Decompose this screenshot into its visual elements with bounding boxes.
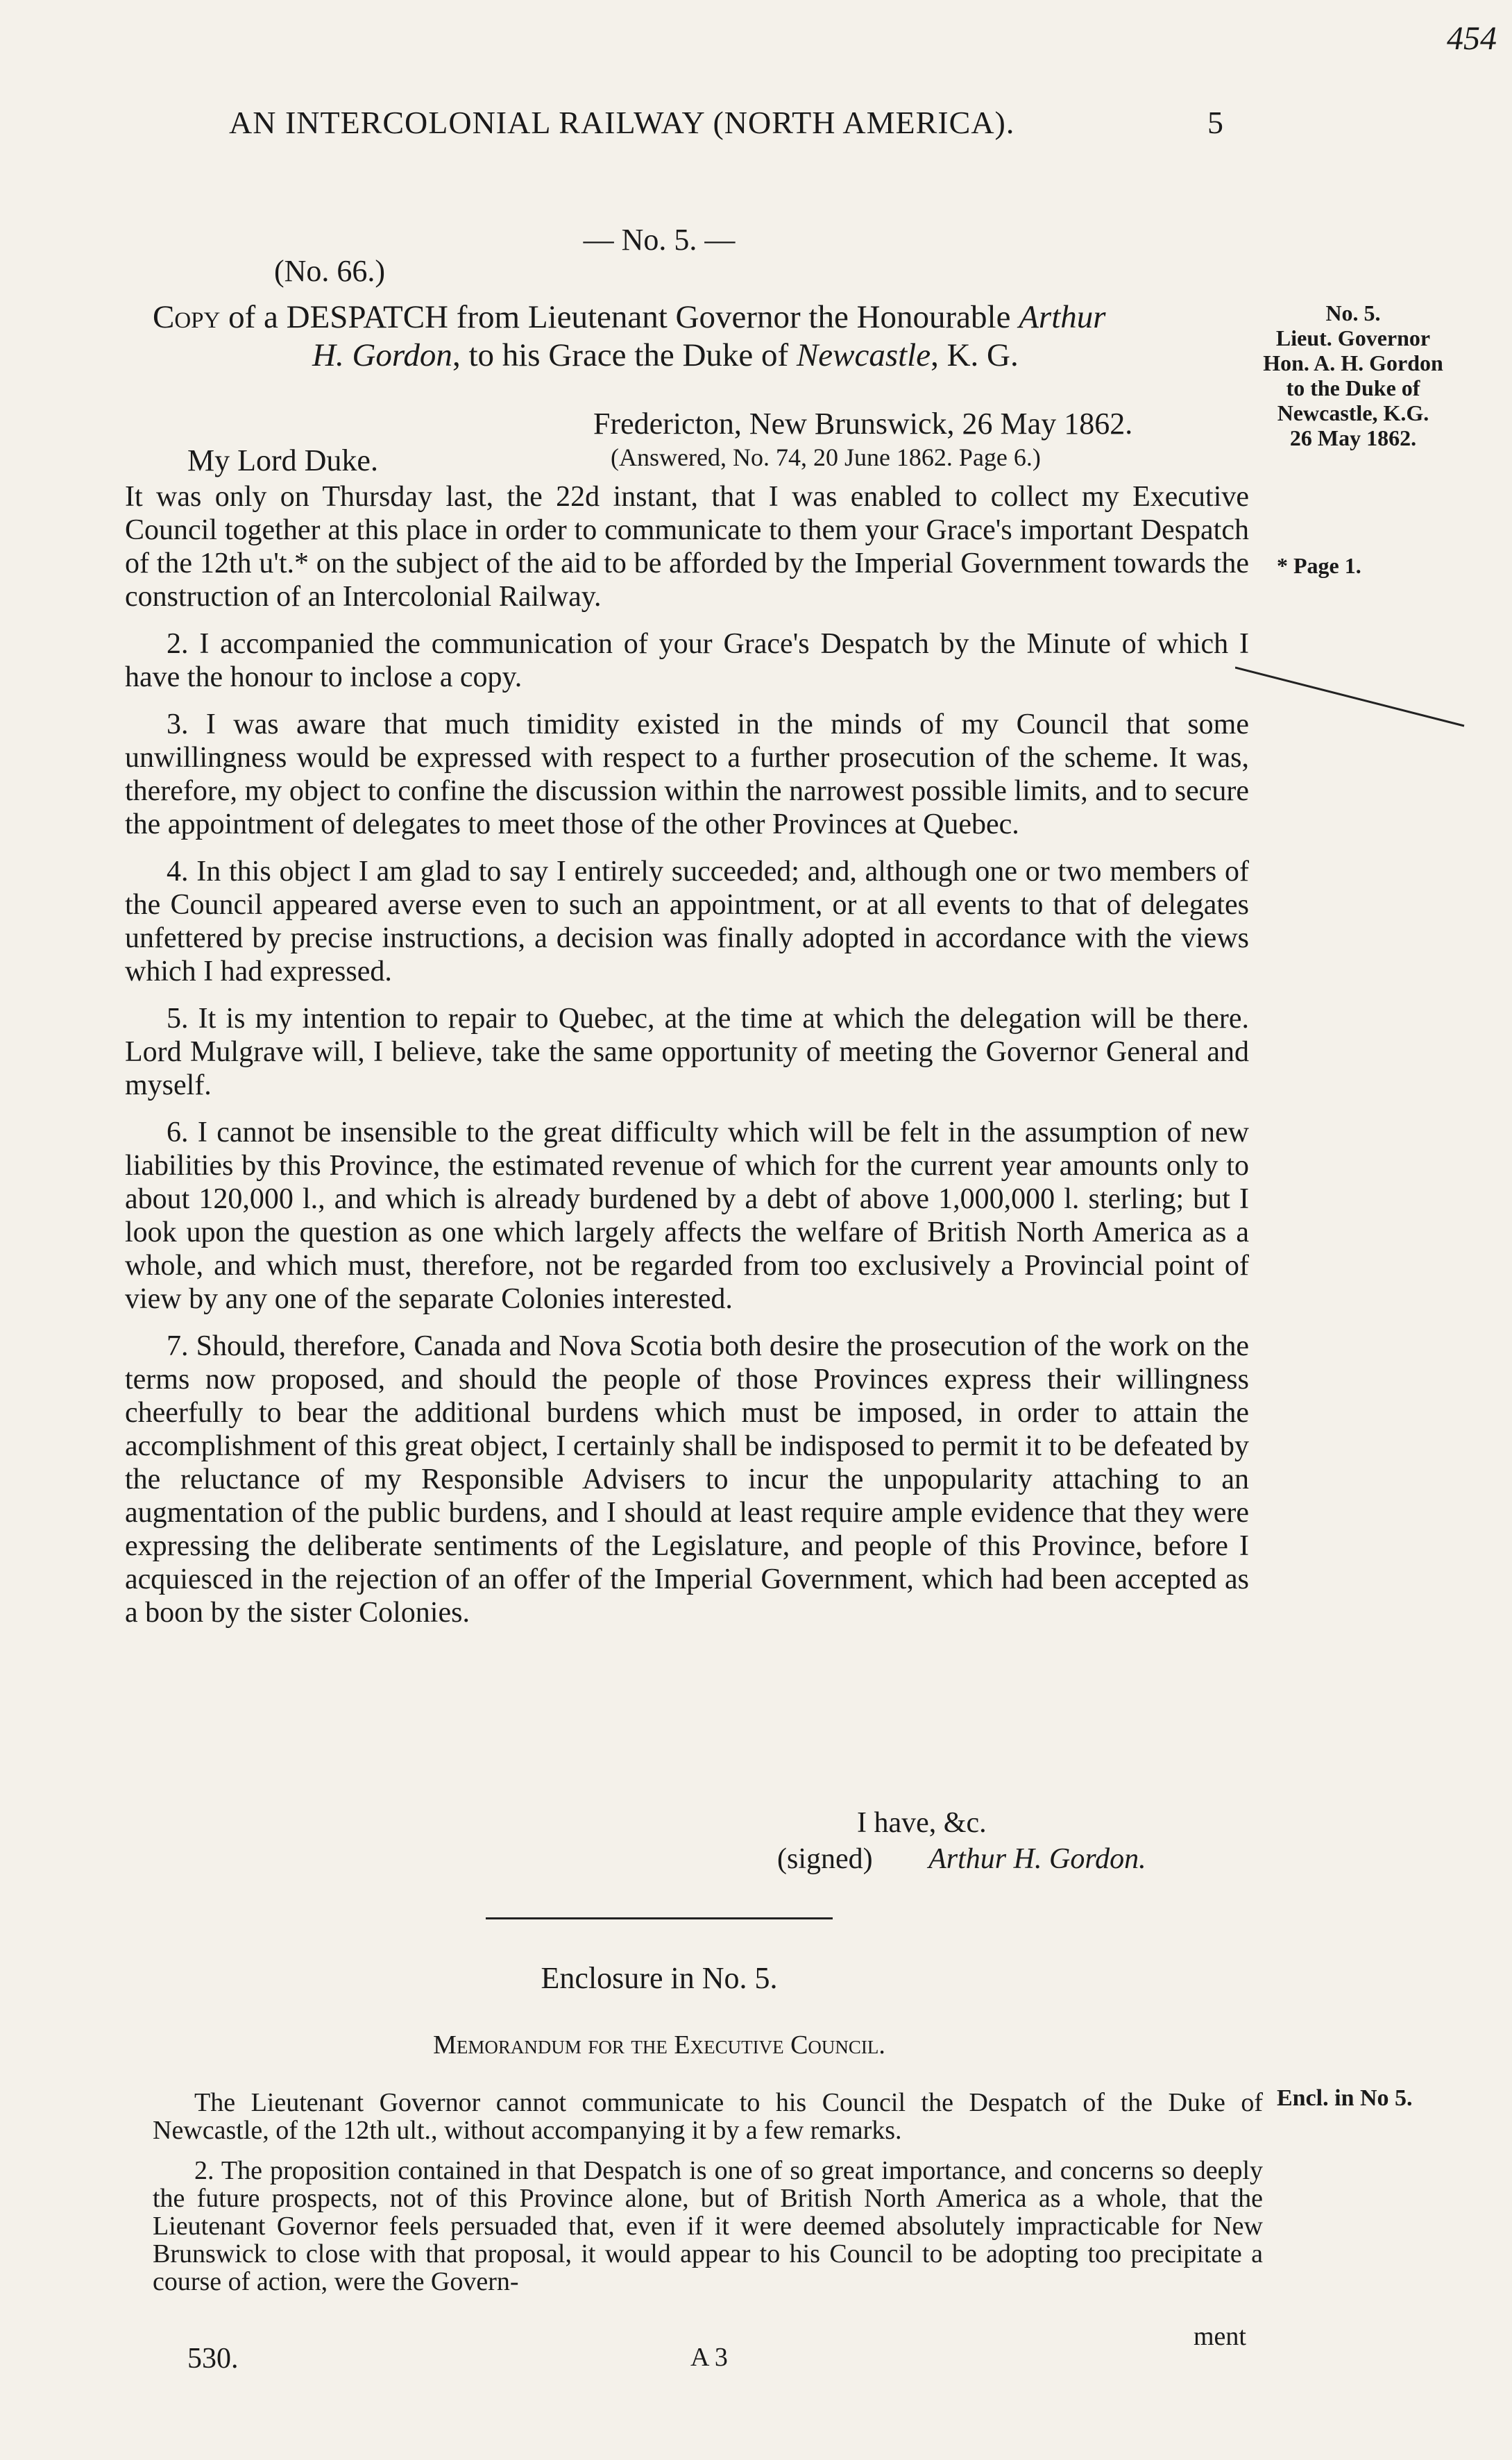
memo-paragraph-1: The Lieutenant Governor cannot communicate to his Council the Despatch of the Duke of Newcastle, of the 12th ult., without accompanying it by a few remarks. (153, 2088, 1263, 2145)
enclosure-title: Enclosure in No. 5. (541, 1961, 778, 1995)
title-part3: , K. G. (931, 337, 1019, 373)
margin-enclosure-note: Encl. in No 5. (1277, 2085, 1413, 2111)
despatch-number: (No. 66.) (274, 254, 386, 288)
title-copy-word: Copy (153, 299, 221, 335)
salutation: My Lord Duke. (187, 443, 378, 477)
margin-note-line: 26 May 1862. (1289, 425, 1417, 450)
section-divider (486, 1917, 833, 1919)
title-name-1: Arthur (1019, 299, 1106, 335)
catchword: ment (1194, 2322, 1246, 2351)
margin-note-line: Hon. A. H. Gordon (1263, 350, 1443, 375)
paragraph-7: 7. Should, therefore, Canada and Nova Scotia both desire the prosecution of the work on the terms now proposed, and should the people of those Provinces express their willingness cheerfully to bear the additional burdens which must be imposed, in order to attain the accomplishment of this great object, I certainly shall be indisposed to permit it to be defeated by the reluctance of my Responsible Advisers to incur the unpopularity attaching to an augmentation of the public burdens, and I should at least require ample evidence that they were expressing the deliberate sentiments of the Legislature, and people of this Province, before I acquiesced in the rejection of an offer of the Imperial Government, which had been accepted as a boon by the sister Colonies. (125, 1330, 1249, 1629)
margin-note-line: No. 5. (1325, 300, 1381, 325)
footer-number: 530. (187, 2343, 239, 2375)
signature: Arthur H. Gordon. (928, 1843, 1146, 1875)
despatch-body (125, 480, 1249, 1643)
document-number: — No. 5. — (583, 223, 736, 257)
memorandum-title: Memorandum for the Executive Council. (433, 2030, 885, 2060)
title-duke: Newcastle (796, 337, 931, 373)
answered-note: (Answered, No. 74, 20 June 1862. Page 6.) (611, 443, 1041, 471)
dateline: Fredericton, New Brunswick, 26 May 1862. (593, 407, 1133, 441)
signature-mark: A 3 (690, 2343, 728, 2372)
memorandum-body (153, 2089, 1263, 2308)
title-part1: of a DESPATCH from Lieutenant Governor the Honourable (220, 299, 1019, 335)
despatch-title (153, 298, 1207, 375)
page-number: 5 (1207, 105, 1223, 140)
paragraph-4: 4. In this object I am glad to say I entirely succeeded; and, although one or two members of the Council appeared averse even to such an appointment, or at all events to that of delegates unfettered by precise instructions, a decision was finally adopted in accordance with the views which I had expressed. (125, 856, 1249, 987)
closing: I have, &c. (857, 1807, 987, 1839)
signature-block (777, 1842, 1146, 1876)
paragraph-5: 5. It is my intention to repair to Quebec, at the time at which the delegation will be there. Lord Mulgrave will, I believe, take the same opportunity of meeting the Governor General and myself. (125, 1003, 1249, 1101)
paragraph-6: 6. I cannot be insensible to the great difficulty which will be felt in the assumption of new liabilities by this Province, the estimated revenue of which for the current year amounts only to about 120,000 l., and which is already burdened by a debt of above 1,000,000 l. sterling; but I look upon the question as one which largely affects the welfare of British North America as a whole, and which must, therefore, not be regarded from too exclusively a Provincial point of view by any one of the separate Colonies interested. (125, 1117, 1249, 1315)
paragraph-2: 2. I accompanied the communication of your Grace's Despatch by the Minute of which I have the honour to inclose a copy. (125, 628, 1249, 693)
margin-note-line: to the Duke of (1286, 375, 1420, 400)
margin-leader-line (1235, 666, 1471, 729)
margin-note-line: Lieut. Governor (1275, 325, 1431, 350)
memo-paragraph-2: 2. The proposition contained in that Despatch is one of so great importance, and concerns so deeply the future prospects, not of this Province alone, but of British North America as a whole, that the Lieutenant Governor feels persuaded that, even if it were deemed absolutely impracticable for New Brunswick to close with that proposal, it would appear to his Council to be adopting too precipitate a course of action, were the Govern- (153, 2156, 1263, 2296)
margin-note-line: Newcastle, K.G. (1277, 400, 1429, 425)
paragraph-3: 3. I was aware that much timidity existed in the minds of my Council that some unwillingness would be expressed with respect to a further prosecution of the scheme. It was, therefore, my object to confine the discussion within the narrowest possible limits, and to secure the appointment of delegates to meet those of the other Provinces at Quebec. (125, 709, 1249, 840)
corner-page-number: 454 (1447, 20, 1497, 57)
running-head: AN INTERCOLONIAL RAILWAY (NORTH AMERICA). (229, 105, 1015, 140)
margin-page-reference: * Page 1. (1277, 553, 1361, 578)
margin-note (1232, 300, 1475, 450)
title-part2: , to his Grace the Duke of (452, 337, 797, 373)
signed-label: (signed) (777, 1843, 873, 1875)
title-name-2: H. Gordon (312, 337, 452, 373)
paragraph-1: It was only on Thursday last, the 22d instant, that I was enabled to collect my Executive Council together at this place in order to communicate to them your Grace's important Despatch of the 12th u't.* on the subject of the aid to be afforded by the Imperial Government towards the construction of an Intercolonial Railway. (125, 481, 1249, 613)
